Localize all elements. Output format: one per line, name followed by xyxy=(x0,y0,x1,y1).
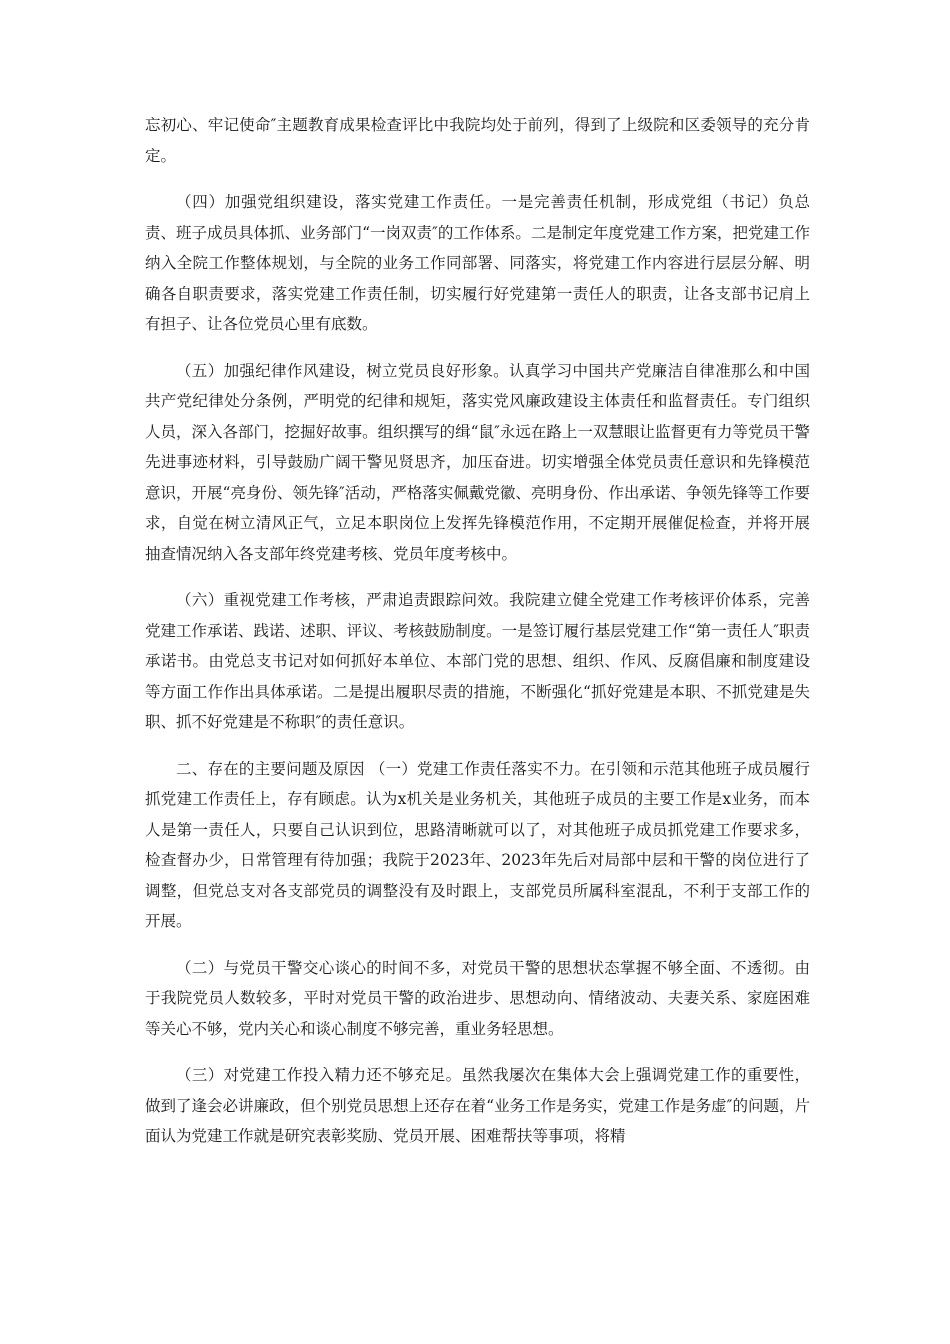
paragraph-problems-1: 二、存在的主要问题及原因 （一）党建工作责任落实不力。在引领和示范其他班子成员履行抓党建工作责任上，存有顾虑。认为x机关是业务机关，其他班子成员的主要工作是x业务，而本人是第一责任人，只要自己认识到位，思路清晰就可以了，对其他班子成员抓党建工作要求多，检查督办少，日常管理有待加强；我院于2023年、2023年先后对局部中层和干警的岗位进行了调整，但党总支对各支部党员的调整没有及时跟上，支部党员所属科室混乱，不利于支部工作的开展。 xyxy=(145,759,810,930)
paragraph-section-4: （四）加强党组织建设，落实党建工作责任。一是完善责任机制，形成党组（书记）负总责、班子成员具体抓、业务部门“一岗双责″的工作体系。二是制定年度党建工作方案，把党建工作纳入全院工作整体规划，与全院的业务工作同部署、同落实，将党建工作内容进行层层分解、明确各自职责要求，落实党建工作责任制，切实履行好党建第一责任人的职责，让各支部书记肩上有担子、让各位党员心里有底数。 xyxy=(145,193,810,333)
paragraph-problems-3: （三）对党建工作投入精力还不够充足。虽然我屡次在集体大会上强调党建工作的重要性，做到了逢会必讲廉政，但个别党员思想上还存在着“业务工作是务实，党建工作是务虚″的问题，片面认为党建工作就是研究表彰奖励、党员开展、困难帮扶等事项，将精 xyxy=(145,1066,810,1145)
paragraph-section-6: （六）重视党建工作考核，严肃追责跟踪问效。我院建立健全党建工作考核评价体系，完善党建工作承诺、践诺、述职、评议、考核鼓励制度。一是签订履行基层党建工作“第一责任人″职责承诺书。由党总支书记对如何抓好本单位、本部门党的思想、组织、作风、反腐倡廉和制度建设等方面工作作出具体承诺。二是提出履职尽责的措施，不断强化“抓好党建是本职、不抓党建是失职、抓不好党建是不称职″的责任意识。 xyxy=(145,591,810,731)
paragraph-continuation: 忘初心、牢记使命″主题教育成果检查评比中我院均处于前列，得到了上级院和区委领导的充分肯定。 xyxy=(145,116,810,165)
paragraph-section-5: （五）加强纪律作风建设，树立党员良好形象。认真学习中国共产党廉洁自律准那么和中国共产党纪律处分条例，严明党的纪律和规矩，落实党风廉政建设主体责任和监督责任。专门组织人员，深入各部门，挖掘好故事。组织撰写的缉“鼠″永远在路上一双慧眼让监督更有力等党员干警先进事迹材料，引导鼓励广阔干警见贤思齐，加压奋进。切实增强全体党员责任意识和先锋模范意识，开展“亮身份、领先锋″活动，严格落实佩戴党徽、亮明身份、作出承诺、争领先锋等工作要求，自觉在树立清风正气，立足本职岗位上发挥先锋模范作用，不定期开展催促检查，并将开展抽查情况纳入各支部年终党建考核、党员年度考核中。 xyxy=(145,361,810,563)
document-page xyxy=(145,110,810,1168)
paragraph-problems-2: （二）与党员干警交心谈心的时间不多，对党员干警的思想状态掌握不够全面、不透彻。由于我院党员人数较多，平时对党员干警的政治进步、思想动向、情绪波动、夫妻关系、家庭困难等关心不够，党内关心和谈心制度不够完善，重业务轻思想。 xyxy=(145,958,810,1038)
